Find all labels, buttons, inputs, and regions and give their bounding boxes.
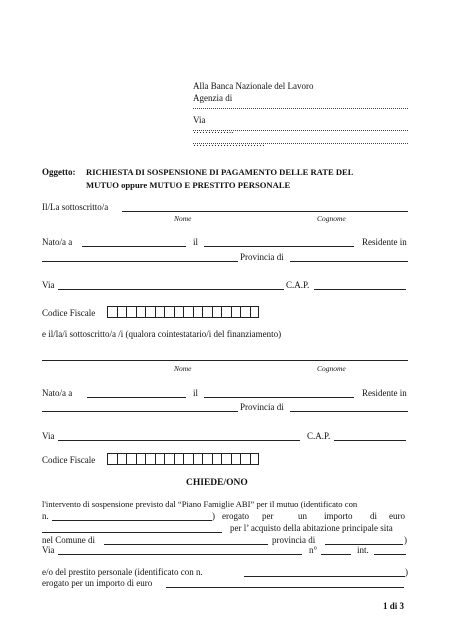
page-number: 1 di 3: [383, 601, 405, 611]
cognome-caption: Cognome: [317, 214, 346, 223]
acquisto-text: per l’ acquisto della abitazione principale sita: [230, 523, 393, 533]
comune-line[interactable]: [104, 544, 268, 545]
num-line[interactable]: [321, 554, 351, 555]
agency-label: Agenzia di: [193, 93, 233, 103]
cap-label: C.A.P.: [286, 280, 310, 290]
via-label-2: Via: [42, 431, 55, 441]
cf-boxes-2[interactable]: [107, 453, 259, 465]
provincia-label-2: Provincia di: [240, 402, 284, 412]
nome-caption-2: Nome: [174, 364, 192, 373]
amount-line[interactable]: [42, 532, 222, 533]
il-label: il: [193, 237, 199, 247]
nato-line-2[interactable]: [87, 397, 186, 398]
close-paren-2: ): [404, 535, 407, 545]
via-line-1[interactable]: [58, 289, 284, 290]
provincia-line[interactable]: [290, 261, 408, 262]
erogato-w1: per: [262, 511, 274, 521]
dots-a: …………..: [193, 125, 234, 135]
request-line1: l'intervento di sospensione previsto dal “Piano Famiglie ABI” per il mutuo (identificato con: [42, 499, 358, 509]
cf-label-2: Codice Fiscale: [42, 455, 96, 465]
mortgage-n-line[interactable]: [52, 520, 212, 521]
erogato-w0: erogato: [222, 511, 249, 521]
il-line[interactable]: [204, 246, 354, 247]
int-label: int.: [357, 545, 369, 555]
residente-label-2: Residente in: [362, 388, 407, 398]
nato-label: Nato/a a: [42, 237, 73, 247]
close-paren-1: ): [212, 511, 215, 521]
signer-name-line[interactable]: [122, 211, 408, 212]
dots-b: ……………………: [193, 138, 265, 148]
residence-line[interactable]: [42, 261, 238, 262]
il-label-2: il: [193, 388, 199, 398]
erogato2-text: erogato per un importo di euro: [42, 578, 153, 588]
prestito-n-line[interactable]: [244, 576, 405, 577]
provincia-line-2[interactable]: [290, 411, 408, 412]
cognome-caption-2: Cognome: [317, 364, 346, 373]
request-heading: CHIEDE/ONO: [186, 478, 248, 488]
cf-boxes[interactable]: [107, 306, 259, 318]
signer-label: Il/La sottoscritto/a: [42, 202, 109, 212]
cosigner-intro: e il/la/i sottoscritto/a /i (qualora cointestatario/i del finanziamento): [42, 329, 282, 339]
via-line-2[interactable]: [58, 440, 300, 441]
residence-line-2[interactable]: [42, 411, 238, 412]
subject-line2: MUTUO oppure MUTUO E PRESTITO PERSONALE: [86, 180, 291, 190]
via-label: Via: [193, 115, 206, 125]
erogato-w4: di: [370, 511, 378, 521]
nome-caption: Nome: [174, 214, 192, 223]
subject-line1: RICHIESTA DI SOSPENSIONE DI PAGAMENTO DELLE RATE DEL: [86, 167, 354, 177]
cf-label: Codice Fiscale: [42, 308, 96, 318]
provincia-label-3: provincia di: [272, 535, 316, 545]
cap-line[interactable]: [314, 289, 406, 290]
residente-label: Residente in: [362, 237, 407, 247]
cap-label-2: C.A.P.: [307, 431, 331, 441]
cosigner-name-line[interactable]: [42, 360, 408, 361]
erogato2-line[interactable]: [166, 587, 404, 588]
mortgage-n-label: n.: [42, 511, 49, 521]
cap-line-2[interactable]: [334, 440, 406, 441]
int-line[interactable]: [374, 554, 406, 555]
erogato-w5: euro: [389, 511, 405, 521]
subject-label: Oggetto:: [42, 167, 76, 177]
comune-label: nel Comune di: [42, 535, 95, 545]
erogato-w2: un: [298, 511, 307, 521]
il-line-2[interactable]: [204, 397, 354, 398]
num-label: n°: [309, 545, 318, 555]
close-paren-3: ): [405, 567, 408, 577]
via-label-1: Via: [42, 280, 55, 290]
nato-label-2: Nato/a a: [42, 388, 73, 398]
erogato-w3: importo: [324, 511, 353, 521]
provincia-label: Provincia di: [240, 252, 284, 262]
prestito-text: e/o del prestito personale (identificato con n.: [42, 567, 203, 577]
via-label-3: Via: [42, 545, 55, 555]
bank-name: Alla Banca Nazionale del Lavoro: [193, 81, 314, 91]
via-line-3[interactable]: [58, 554, 302, 555]
nato-line[interactable]: [82, 246, 186, 247]
agency-line: [193, 108, 408, 109]
